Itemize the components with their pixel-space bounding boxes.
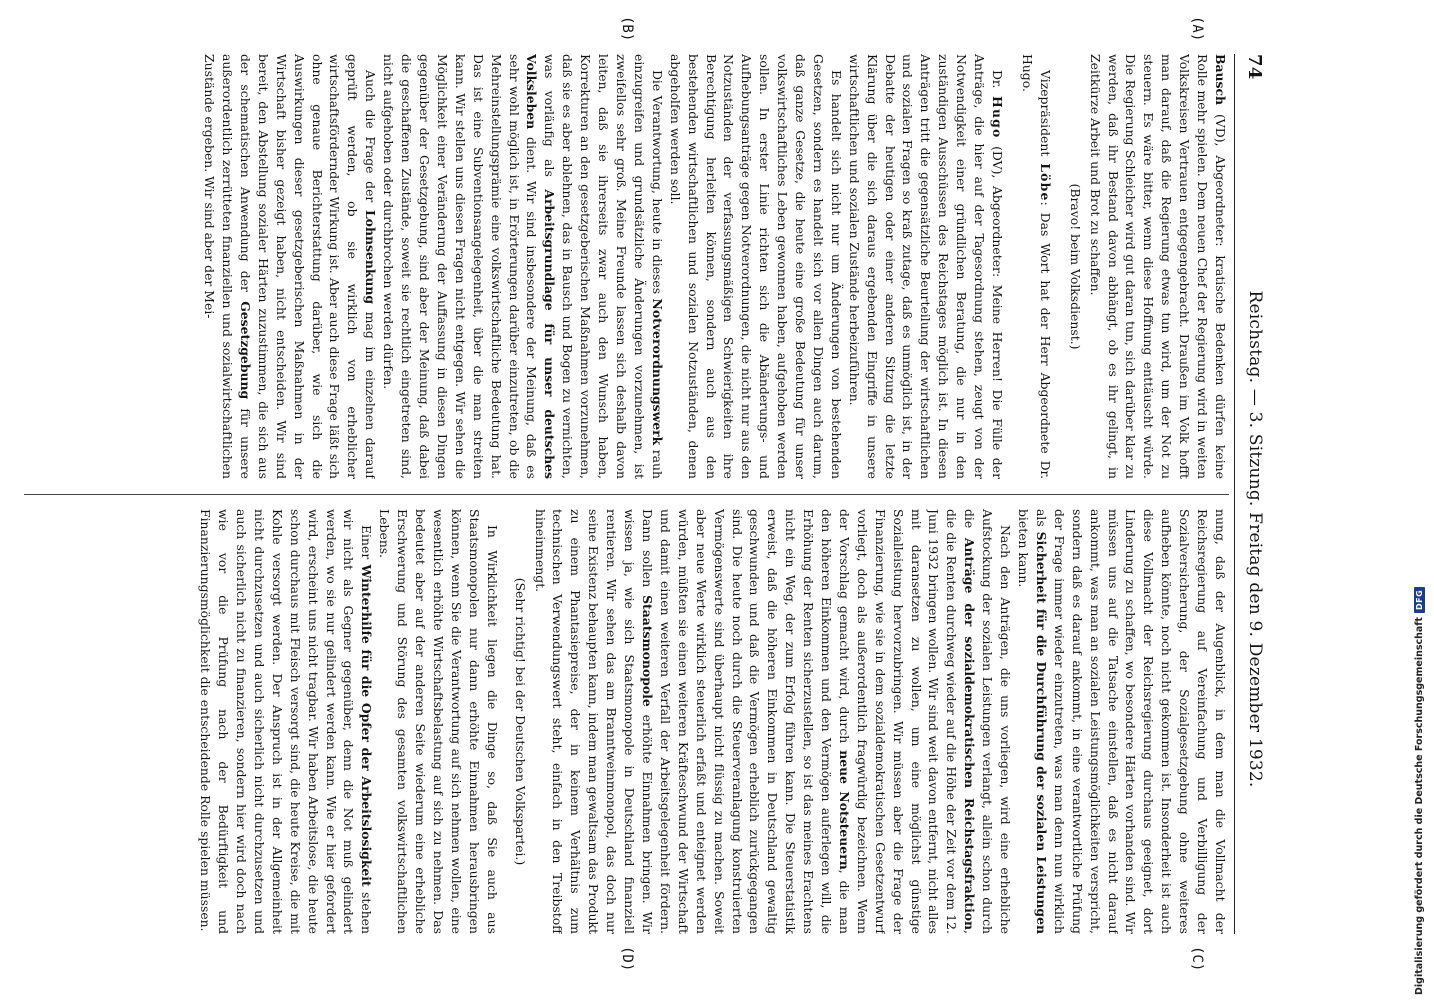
digitization-text: Digitalisierung gefördert durch die Deutsche Forschungsgemeinschaft [1414,617,1425,995]
bausch-text: (VD), Abgeordneter: kratische Bedenken dürfen keine Rolle mehr spielen. Dem neuen Chef der Regierung wird in weiten Volkskreisen Vertrauen entgegengebracht. Draußen im Volk hofft man darauf, daß die Regierung etwas tun wird, um der Not zu steuern. Es wäre bitter, wenn diese Hoffnung enttäuscht würde. Die Regierung Schleicher wird gut daran tun, sich darüber klar zu werden, daß ihr Bestand davon abhängt, ob es ihr gelingt, in Zeitkürze Arbeit und Brot zu schaffen. [1087,54,1228,479]
paragraph-hugo [845,54,1006,479]
applause-volkspartei: (Sehr richtig! bei der Deutschen Volkspartei.) [512,577,528,866]
emph-winterhilfe: Winterhilfe für die Opfer der Arbeitslosigkeit [359,564,375,887]
hugo-text: (DV), Abgeordneter: Meine Herren! Die Fülle der Anträge, die hier auf der Tagesordnung stehen, zeugt von der Notwendigkeit einer gründlichen Beratung, die nur in den zuständigen Ausschüssen des Reichstages möglich ist. In diesen Anträgen tritt die gegensätzliche Beurteilung der wirtschaftlichen und sozialen Fragen so kraß zutage, daß es unmöglich ist, in der Debatte der heutigen oder einer anderen Sitzung die letzte Klärung über die sich daraus ergebenden Eingriffe in unsere wirtschaftlichen und sozialen Zustände herbeizuführen. [846,54,1006,479]
text-run: bieten kann. [1016,509,1032,588]
paragraph-winterhilfe [196,509,375,934]
vp-label: Vizepräsident [1037,70,1053,164]
emph-staatsmonopole: Staatsmonopole [640,595,655,707]
digitization-notice [1414,587,1425,995]
text-run: , die die Renten durchweg wieder auf die Höhe der Zeit vor dem 12. Juni 1932 bringen wollen. Wir sind weit davon entfernt, nicht alles mit daransetzen zu wollen, um eine möglichst günstige Sozialleistung hervorzubringen. Wir müssen aber die Frage der Finanzierung, wie sie in dem sozialdemokratischen Gesetzentwurf vorliegt, doch als außerordentlich fragwürdig bezeichnen. Wenn der Vorschlag gemacht wird, durch [836,509,978,934]
margin-marker-b: (B) [619,16,635,42]
emph-sicherheit: Sicherheit für die Durchführung der sozialen Leistungen [1033,531,1049,934]
emph-sozialdemokratische-antraege: Anträge der sozialdemokratischen Reichstagsfraktion [962,537,978,931]
text-run: , die man den höheren Einkommen und den Vermögen auferlegen will, die Erhöhung der Renten sicherzustellen, so ist das meines Erachtens nicht ein Weg, der zum Erfolg führen kann. Die Steuerstatistik erweist, daß die höheren Einkommen in Deutschland gewaltig geschwunden und daß die Vermögen erheblich zurückgegangen sind. Die heute noch durch die Steuerveranlagung konstruierten Vermögenswerte sind überhaupt nicht flüssig zu machen. Soweit aber neue Werte wirklich steuerlich erfaßt und enteignet werden würden, müßten sie einen weiteren Kräfteschwund der Wirtschaft und damit einen weiteren Verfall der Arbeitsgelegenheit fördern. Dann sollen [640,509,852,934]
text-run: Die Verantwortung, heute in dieses [649,70,665,299]
text-run: Nach den Anträgen, die uns vorliegen, wird eine erhebliche Aufstockung der sozialen Leistungen verlangt, allein schon durch die [962,509,1014,934]
text-run: mag im einzelnen darauf geprüft werden, ob sie wirklich von erheblicher wirtschaftsfördernder Wirkung ist. Aber auch diese Frage läßt sich ohne genaue Berichterstattung darüber, wie sich die Auswirkungen dieser gesetzgeberischen Maßnahmen in der Wirtschaft bisher gezeigt haben, nicht entscheiden. Wir sind bereit, den Abstellung sozialer Härten zuzustimmen, die sich aus der schematischen Anwendung der [237,54,379,479]
margin-marker-a: (A) [1189,16,1205,42]
dfg-logo: DFG [1414,587,1425,613]
margin-marker-c: (C) [1189,946,1205,972]
text-run: stehen wir nicht als Gegner gegenüber, denn die Not muß gelindert werden, wo sie nur gelindert werden kann. Wie er hier gefordert wird, erscheint uns nicht tragbar. Wir haben Arbeitslose, die heute schon durchaus mit Fleisch versorgt sind, die heute Kreise, die mit Kohle versorgt werden. Der Anspruch ist in der Allgemeinheit nicht durchzusetzen und auch sicherlich nicht durchzusetzen und auch sicherlich nicht zu finanzieren, sondern hier wird doch nach wie vor die Prüfung nach der Bedürftigkeit und Finanzierungsmöglichkeit die entscheidende Rolle spielen müssen. [198,509,375,934]
text-run: Auch die Frage der [363,70,379,210]
header-rule [1234,54,1235,934]
applause-volksdienst: (Bravo! beim Volksdienst.) [1067,183,1083,350]
emph-gesetzgebung: Gesetzgebung [237,301,253,400]
text-run: Einer [359,525,375,565]
left-column [24,54,1229,479]
page-header [1235,54,1275,934]
margin-marker-d: (D) [619,946,635,972]
vp-text: : Das Wort hat der Herr Abgeordnete Dr. Hugo. [1019,54,1053,479]
text-run: erhöhte Einnahmen bringen. Wir wissen ja, wie sich Staatsmonopole in Deutschland finanziell rentieren. Wir sehen das am Branntweinmonopol, das doch nur seine Existenz behaupten kann, indem man gewaltsam das Produkt zu einem Phantasiepreise, der in keinem Verhältnis zum technischen Verwendungswert steht, einfach in den Treibstoff hineinmengt. [532,509,655,934]
text-run: rauh einzugreifen und grundsätzliche Änderungen vorzunehmen, ist zweifellos sehr groß. Meine Freunde lassen sich deshalb davon leiten, daß sie ihrerseits zwar auch den Wunsch haben, Korrekturen an den gesetzgeberischen Maßnahmen vorzunehmen, daß sie es aber ablehnen, das in Bausch und Bogen zu vernichten, was vorläufig als [542,54,665,479]
paragraph-gesetze: Es handelt sich nicht nur um Änderungen von bestehenden Gesetzen, sondern es handelt sich vor allen Dingen auch darum, daß ganze Gesetze, die heute eine große Bedeutung für unser volkswirtschaftliches Leben gewonnen haben, aufgehoben werden sollen. In erster Linie richten sich die Abänderungs- und Aufhebungsanträge gegen Notverordnungen, die nicht nur aus den Notzuständen der verfassungsmäßigen Schwierigkeiten ihre Berechtigung herleiten können, sondern auch aus den bestehenden wirtschaftlichen und sozialen Notzuständen, denen abgeholfen werden soll. [667,54,844,479]
paragraph-antraege [531,509,1014,934]
paragraph-verantwortung [379,54,666,479]
speaker-bausch: Bausch [1213,54,1228,106]
speaker-hugo: Hugo [990,96,1006,139]
text-columns [24,54,1229,934]
paragraph-bausch [1086,54,1229,479]
emph-arbeitsgrundlage: Arbeitsgrundlage für unser deutsches Volksleben [524,54,558,479]
paragraph-wirklichkeit: In Wirklichkeit liegen die Dinge so, daß Sie auch aus Staatsmonopolen nur dann erhöhte Einnahmen herausbringen können, wenn Sie die Verantwortung auf sich nehmen wollen, eine wesentlich erhöhte Wirtschaftsbelastung auf sich zu nehmen. Das bedeutet aber auf der anderen Seite wiederum eine erhebliche Erschwerung und Störung des gesamten volkswirtschaftlichen Lebens. [377,509,500,934]
hugo-prefix: Dr. [990,70,1006,97]
emph-notverordnungswerk: Notverordnungswerk [649,298,665,446]
paragraph-lohnsenkung [200,54,379,479]
paragraph-vollmacht [1014,509,1229,934]
column-divider [24,494,1229,495]
right-column [24,509,1229,934]
paragraph-vizepraesident [1018,54,1054,479]
emph-notsteuern: neue Notsteuern [836,750,852,870]
text-run: für unsere außerordentlich zerrütteten finanziellen und sozialwirtschaftlichen Zustände ergeben. Wir sind aber der Mei- [202,54,253,479]
text-run: nung, daß der Augenblick, in dem man die Vollmacht der Reichsregierung auf Vereinfachung und Verbilligung der Sozialversicherung, der Sozialgesetzgebung ohne weiteres aufheben könnte, noch nicht gekommen ist. Insonderheit ist auch diese Vollmacht der Reichsregierung durchaus geeignet, dort Linderung zu schaffen, wo besondere Härten vorhanden sind. Wir müssen uns auf die Tatsache einstellen, daß es nicht darauf ankommt, was man an sozialen Leistungsmöglichkeiten verspricht, sondern daß es darauf ankommt, in eine verantwortliche Prüfung der Frage immer wieder einzutreten, was man denn nun wirklich als [1033,509,1228,934]
speaker-loebe: Löbe [1037,163,1053,202]
text-run: dient. Wir sind insbesondere der Meinung, daß es sehr wohl möglich ist, in Erörterungen darüber einzutreten, ob die Mehreinstellungsprämie eine volkswirtschaftliche Bedeutung hat. Das ist eine Subventionsangelegenheit, über die man streiten kann. Wir stellen uns diesen Fragen nicht entgegen. Wir sehen die Möglichkeit einer Veränderung der Auffassung in diesen Dingen gegenüber der Gesetzgebung, sind aber der Meinung, daß dabei die geschaffenen Zustände, soweit sie rechtlich eingetreten sind, nicht aufgehoben oder durchbrochen werden dürfen. [381,54,540,479]
rotated-page [5,16,1275,972]
page-number: 74 [1244,54,1266,80]
running-head: Reichstag. — 3. Sitzung. Freitag den 9. Dezember 1932. [1245,290,1265,788]
emph-lohnsenkung: Lohnsenkung [363,209,379,305]
